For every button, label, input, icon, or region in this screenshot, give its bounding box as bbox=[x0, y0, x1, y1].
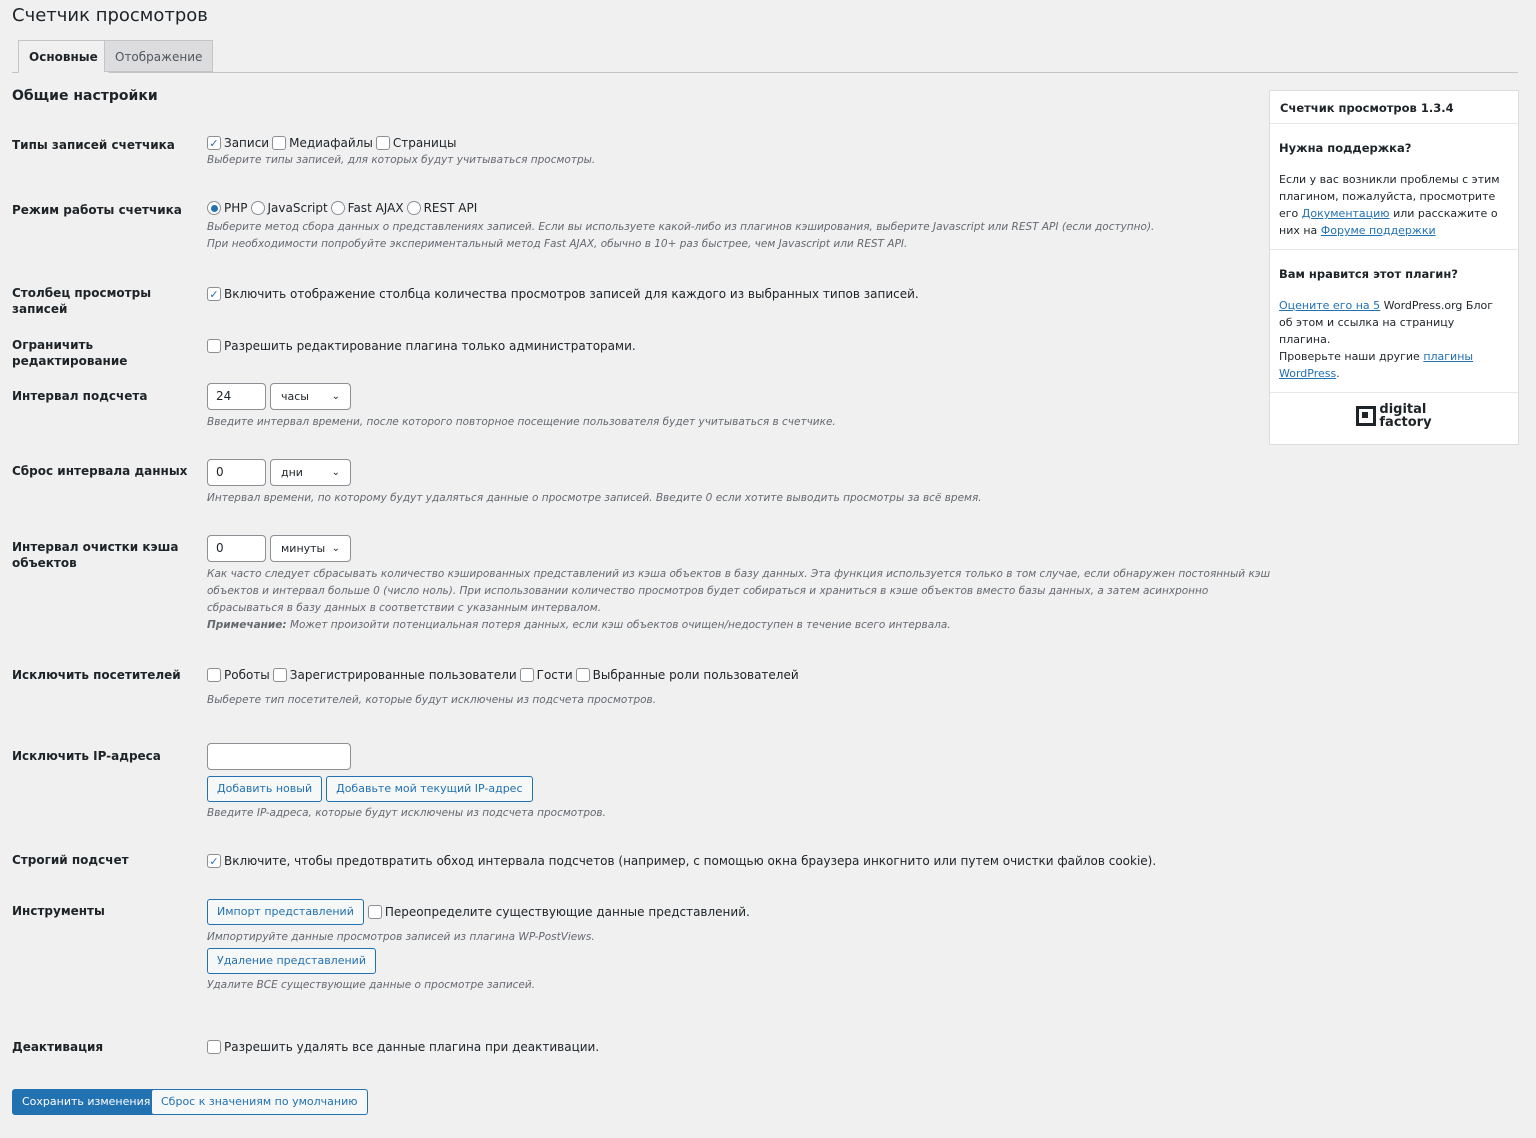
save-changes-button[interactable]: Сохранить изменения bbox=[12, 1089, 160, 1115]
counter-mode-field bbox=[207, 199, 1154, 253]
exclude-ips-label: Исключить IP-адреса bbox=[12, 749, 161, 763]
support-text-1: Если у вас возникли проблемы с этим плагином, пожалуйста, просмотрите его bbox=[1279, 173, 1500, 220]
period: . bbox=[1336, 367, 1340, 380]
add-current-ip-button[interactable]: Добавьте мой текущий IP-адрес bbox=[326, 776, 532, 802]
checkbox-strict-label: Включите, чтобы предотвратить обход интервала подсчетов (например, с помощью окна браузера инкогнито или путем очистки файлов cookie). bbox=[224, 854, 1157, 868]
count-interval-input[interactable]: 24 bbox=[207, 383, 266, 410]
cache-interval-label: Интервал очистки кэша объектов bbox=[12, 540, 179, 570]
section-title: Общие настройки bbox=[12, 88, 158, 104]
checkbox-registered[interactable] bbox=[273, 668, 287, 682]
checkbox-robots-label: Роботы bbox=[224, 668, 270, 682]
radio-php[interactable] bbox=[207, 201, 221, 215]
checkbox-media-label: Медиафайлы bbox=[289, 136, 373, 150]
support-text-2: или расскажите о них на bbox=[1279, 207, 1498, 237]
logo-mark-icon bbox=[1356, 406, 1376, 426]
radio-php-label: PHP bbox=[224, 201, 248, 215]
checkbox-guests[interactable] bbox=[520, 668, 534, 682]
note-text: Может произойти потенциальная потеря данных, если кэш объектов очищен/недоступен в течение всего интервала. bbox=[289, 619, 951, 631]
restrict-edit-field bbox=[207, 337, 639, 355]
exclude-ip-input[interactable] bbox=[207, 743, 351, 770]
checkbox-override-label: Переопределите существующие данные представлений. bbox=[384, 905, 750, 919]
documentation-link[interactable]: Документацию bbox=[1301, 207, 1390, 220]
post-types-label: Типы записей счетчика bbox=[12, 138, 175, 152]
cache-interval-description-2: объектов и интервал больше 0 (число ноль). При использовании количество просмотров будет собираться и храниться в кэше объектов вместо базы данных, а затем асинхронно bbox=[207, 585, 1209, 597]
support-heading: Нужна поддержка? bbox=[1279, 141, 1412, 155]
exclude-visitors-field bbox=[207, 666, 802, 709]
delete-description: Удалите ВСЕ существующие данные о просмотре записей. bbox=[207, 979, 536, 991]
cache-interval-input[interactable]: 0 bbox=[207, 535, 266, 562]
checkbox-pages[interactable] bbox=[376, 136, 390, 150]
checkbox-posts[interactable]: ✓ bbox=[207, 136, 221, 150]
strict-label: Строгий подсчет bbox=[12, 853, 129, 867]
radio-rest-api-label: REST API bbox=[423, 201, 478, 215]
checkbox-posts-label: Записи bbox=[224, 136, 270, 150]
reset-defaults-button[interactable]: Сброс к значениям по умолчанию bbox=[151, 1089, 368, 1115]
checkbox-guests-label: Гости bbox=[536, 668, 573, 682]
cache-interval-description-3: сбрасываться в базу данных в соответствии с указанным интервалом. bbox=[207, 602, 602, 614]
reset-interval-input[interactable]: 0 bbox=[207, 459, 266, 486]
exclude-ips-description: Введите IP-адреса, которые будут исключены из подсчета просмотров. bbox=[207, 807, 606, 819]
checkbox-registered-label: Зарегистрированные пользователи bbox=[289, 668, 517, 682]
column-field bbox=[207, 285, 922, 303]
sidebar-title: Счетчик просмотров 1.3.4 bbox=[1270, 91, 1518, 124]
chevron-down-icon: ⌄ bbox=[331, 467, 340, 478]
support-section bbox=[1270, 124, 1518, 250]
exclude-visitors-description: Выберете тип посетителей, которые будут исключены из подсчета просмотров. bbox=[207, 694, 657, 706]
reset-interval-field bbox=[207, 459, 982, 507]
reset-interval-description: Интервал времени, по которому будут удаляться данные о просмотре записей. Введите 0 если хотите выводить просмотры за всё время. bbox=[207, 492, 982, 504]
cache-interval-unit-value: минуты bbox=[281, 542, 326, 555]
exclude-ips-field bbox=[207, 743, 606, 822]
rate-link[interactable]: Оцените его на 5 bbox=[1279, 299, 1381, 312]
delete-views-button[interactable]: Удаление представлений bbox=[207, 948, 376, 974]
chevron-down-icon: ⌄ bbox=[331, 543, 340, 554]
deactivation-field bbox=[207, 1038, 602, 1056]
checkbox-restrict-edit[interactable] bbox=[207, 339, 221, 353]
logo-text bbox=[1379, 403, 1431, 429]
checkbox-robots[interactable] bbox=[207, 668, 221, 682]
strict-field bbox=[207, 852, 1159, 870]
check-text: Проверьте наши другие bbox=[1279, 350, 1420, 363]
count-interval-unit-value: часы bbox=[281, 390, 309, 403]
rate-text: WordPress.org bbox=[1383, 299, 1463, 312]
plugin-info-sidebar bbox=[1269, 90, 1519, 445]
count-interval-label: Интервал подсчета bbox=[12, 389, 148, 403]
cache-interval-field bbox=[207, 535, 1270, 634]
column-label: Столбец просмотры записей bbox=[12, 286, 152, 316]
checkbox-roles-label: Выбранные роли пользователей bbox=[592, 668, 799, 682]
import-description: Импортируйте данные просмотров записей из плагина WP-PostViews. bbox=[207, 931, 595, 943]
counter-mode-label: Режим работы счетчика bbox=[12, 203, 182, 217]
logo-line-1: digital bbox=[1379, 402, 1427, 417]
radio-fast-ajax-label: Fast AJAX bbox=[347, 201, 404, 215]
radio-javascript-label: JavaScript bbox=[267, 201, 328, 215]
count-interval-unit-select[interactable] bbox=[270, 383, 351, 410]
radio-rest-api[interactable] bbox=[407, 201, 421, 215]
checkbox-media[interactable] bbox=[272, 136, 286, 150]
restrict-edit-label: Ограничить редактирование bbox=[12, 338, 128, 368]
plugins-link[interactable]: плагины WordPress bbox=[1279, 350, 1474, 380]
reset-interval-unit-select[interactable] bbox=[270, 459, 351, 486]
blog-text: Блог об этом и ссылка на страницу плагина. bbox=[1279, 299, 1493, 346]
exclude-visitors-label: Исключить посетителей bbox=[12, 668, 181, 682]
tools-label: Инструменты bbox=[12, 904, 105, 918]
count-interval-field bbox=[207, 383, 836, 431]
cache-interval-description: Как часто следует сбрасывать количество кэшированных представлений из кэша объектов в базу данных. Эта функция используется только в том случае, если обнаружен постоянный кэш bbox=[207, 568, 1271, 580]
tab-bar bbox=[12, 40, 1518, 73]
radio-javascript[interactable] bbox=[251, 201, 265, 215]
support-text bbox=[1279, 171, 1509, 239]
checkbox-pages-label: Страницы bbox=[392, 136, 457, 150]
count-interval-description: Введите интервал времени, после которого повторное посещение пользователя будет учитываться в счетчике. bbox=[207, 416, 836, 428]
post-types-field bbox=[207, 134, 595, 169]
reset-interval-label: Сброс интервала данных bbox=[12, 464, 188, 478]
radio-fast-ajax[interactable] bbox=[331, 201, 345, 215]
like-heading: Вам нравится этот плагин? bbox=[1279, 267, 1458, 281]
counter-mode-description-2: При необходимости попробуйте экспериментальный метод Fast AJAX, обычно в 10+ раз быстрее, чем Javascript или REST API. bbox=[207, 238, 908, 250]
checkbox-column[interactable]: ✓ bbox=[207, 287, 221, 301]
cache-interval-note bbox=[207, 617, 1270, 634]
like-section bbox=[1270, 250, 1518, 393]
tools-field bbox=[207, 899, 753, 994]
checkbox-roles[interactable] bbox=[576, 668, 590, 682]
counter-mode-description: Выберите метод сбора данных о представлениях записей. Если вы используете какой-либо из плагинов кэширования, выберите Javascript или REST API (если доступно). bbox=[207, 221, 1155, 233]
support-forum-link[interactable]: Форуме поддержки bbox=[1320, 224, 1436, 237]
checkbox-restrict-edit-label: Разрешить редактирование плагина только администраторами. bbox=[224, 339, 636, 353]
chevron-down-icon: ⌄ bbox=[331, 391, 340, 402]
tab-display[interactable]: Отображение bbox=[104, 40, 213, 72]
deactivation-label: Деактивация bbox=[12, 1040, 104, 1054]
page-title: Счетчик просмотров bbox=[12, 5, 208, 26]
post-types-description: Выберите типы записей, для которых будут учитываться просмотры. bbox=[207, 154, 596, 166]
checkbox-strict[interactable]: ✓ bbox=[207, 854, 221, 868]
import-views-button[interactable]: Импорт представлений bbox=[207, 899, 364, 925]
checkbox-override[interactable] bbox=[368, 905, 382, 919]
cache-interval-unit-select[interactable] bbox=[270, 535, 351, 562]
digital-factory-logo[interactable] bbox=[1270, 393, 1518, 429]
checkbox-deactivation[interactable] bbox=[207, 1040, 221, 1054]
note-label: Примечание: bbox=[207, 619, 287, 631]
add-ip-button[interactable]: Добавить новый bbox=[207, 776, 322, 802]
checkbox-deactivation-label: Разрешить удалять все данные плагина при деактивации. bbox=[224, 1040, 600, 1054]
like-text bbox=[1279, 297, 1509, 382]
reset-interval-unit-value: дни bbox=[281, 466, 303, 479]
logo-line-2: factory bbox=[1379, 415, 1432, 430]
tab-general[interactable]: Основные bbox=[18, 40, 109, 73]
checkbox-column-label: Включить отображение столбца количества просмотров записей для каждого из выбранных типов записей. bbox=[224, 287, 919, 301]
